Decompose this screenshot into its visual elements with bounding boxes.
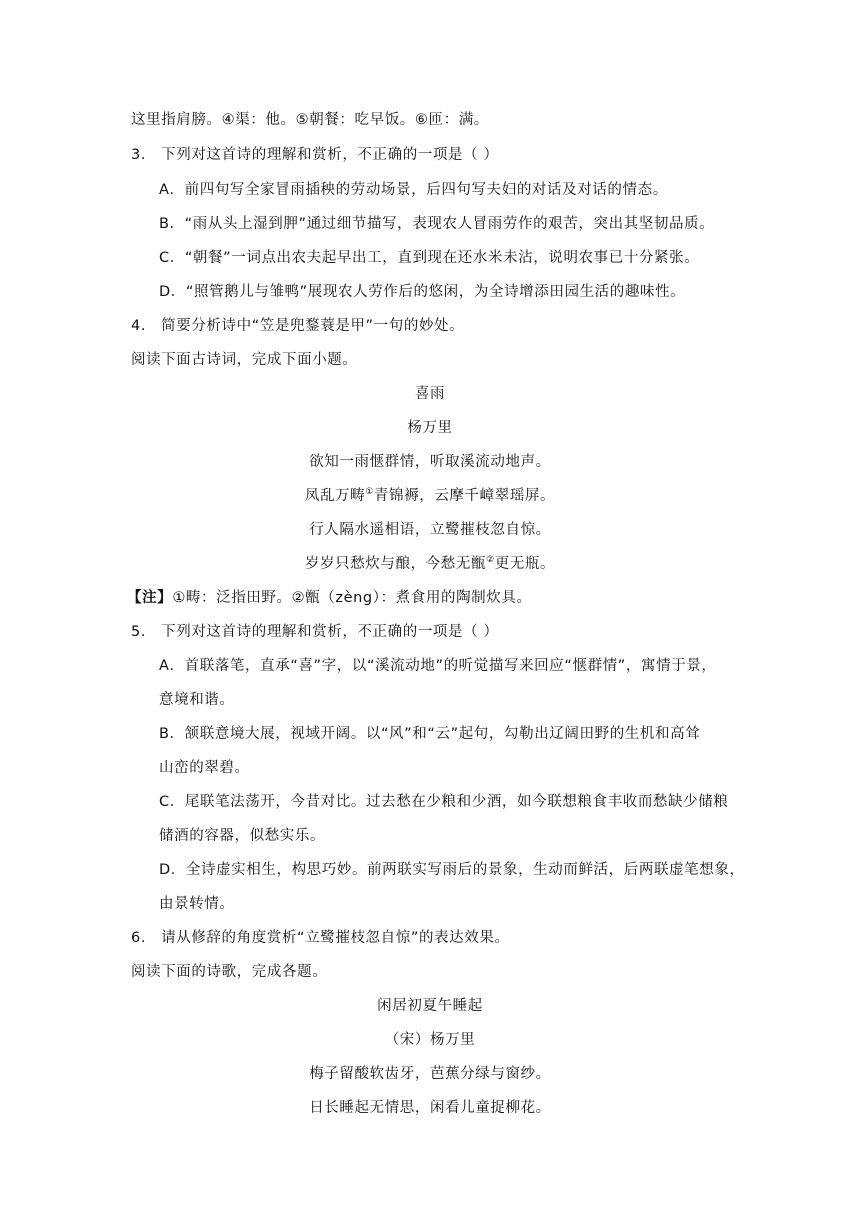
poem-2-line-3: 行人隔水遥相语，立鹭摧枝忽自惊。 <box>309 522 551 538</box>
q3-option-a: A．前四句写全家冒雨插秧的劳动场景，后四句写夫妇的对话及对话的情态。 <box>159 182 668 198</box>
q3-option-c: C．“朝餐”一词点出农夫起早出工，直到现在还水米未沾，说明农事已十分紧张。 <box>159 250 700 266</box>
q3-option-b: B．“雨从头上湿到胛”通过细节描写，表现农人冒雨劳作的艰苦，突出其坚韧品质。 <box>159 216 715 232</box>
reading-instruction-2: 阅读下面古诗词，完成下面小题。 <box>131 352 358 368</box>
poem-2-line-4 <box>0 554 860 574</box>
q3-option-d: D．“照管鹅儿与雏鸭”展现农人劳作后的悠闲，为全诗增添田园生活的趣味性。 <box>159 284 686 300</box>
poem-2-author: 杨万里 <box>407 420 453 436</box>
poem-2-line-2 <box>0 486 860 506</box>
q5-option-a-line-1: A．首联落笔，直承“喜”字，以“溪流动地”的听觉描写来回应“惬群情”，寓情于景， <box>159 658 717 674</box>
note-tag: 【注】 <box>127 590 173 606</box>
q5-option-b-line-2: 山峦的翠碧。 <box>159 760 250 776</box>
footnote-marker-1: ① <box>365 487 374 498</box>
question-4: 4. 简要分析诗中“笠是兜鍪蓑是甲”一句的妙处。 <box>131 318 465 334</box>
poem-2-line-2-part-a: 凤乱万畴 <box>304 488 366 504</box>
question-3: 3. 下列对这首诗的理解和赏析，不正确的一项是（ ） <box>131 147 499 163</box>
poem-2-line-4-part-b: 更无瓶。 <box>494 556 556 572</box>
poem-2-title: 喜雨 <box>414 386 446 402</box>
q5-option-a-line-2: 意境和谐。 <box>159 692 235 708</box>
footnote-marker-2: ② <box>486 555 495 566</box>
note-continuation: 这里指肩膀。④渠：他。⑤朝餐：吃早饭。⑥匝：满。 <box>131 112 489 128</box>
q5-option-c-line-2: 储酒的容器，似愁实乐。 <box>159 828 326 844</box>
q5-option-b-line-1: B．颔联意境大展，视域开阔。以“风”和“云”起句，勾勒出辽阔田野的生机和高耸 <box>159 726 701 742</box>
note-body: ①畴：泛指田野。②甑（zèng）：煮食用的陶制炊具。 <box>172 590 532 606</box>
poem-2-line-1: 欲知一雨惬群情，听取溪流动地声。 <box>309 454 551 470</box>
poem-3-line-2: 日长睡起无情思，闲看儿童捉柳花。 <box>309 1100 551 1116</box>
poem-2-line-4-part-a: 岁岁只愁炊与酿，今愁无甑 <box>304 556 487 572</box>
poem-3-line-1: 梅子留酸软齿牙，芭蕉分绿与窗纱。 <box>309 1066 551 1082</box>
q5-option-d-line-1: D．全诗虚实相生，构思巧妙。前两联实写雨后的景象，生动而鲜活，后两联虚笔想象， <box>159 862 745 878</box>
question-5: 5. 下列对这首诗的理解和赏析，不正确的一项是（ ） <box>131 624 499 640</box>
poem-3-author: （宋）杨万里 <box>384 1032 476 1048</box>
reading-instruction-3: 阅读下面的诗歌，完成各题。 <box>131 964 328 980</box>
question-6: 6. 请从修辞的角度赏析“立鹭摧枝忽自惊”的表达效果。 <box>131 930 510 946</box>
poem-2-note <box>127 588 532 608</box>
poem-2-line-2-part-b: 青锦褥，云摩千嶂翠瑶屏。 <box>373 488 556 504</box>
q5-option-c-line-1: C．尾联笔法荡开，今昔对比。过去愁在少粮和少酒，如今联想粮食丰收而愁缺少储粮 <box>159 794 729 810</box>
poem-3-title: 闲居初夏午睡起 <box>377 998 483 1014</box>
q5-option-d-line-2: 由景转情。 <box>159 896 235 912</box>
